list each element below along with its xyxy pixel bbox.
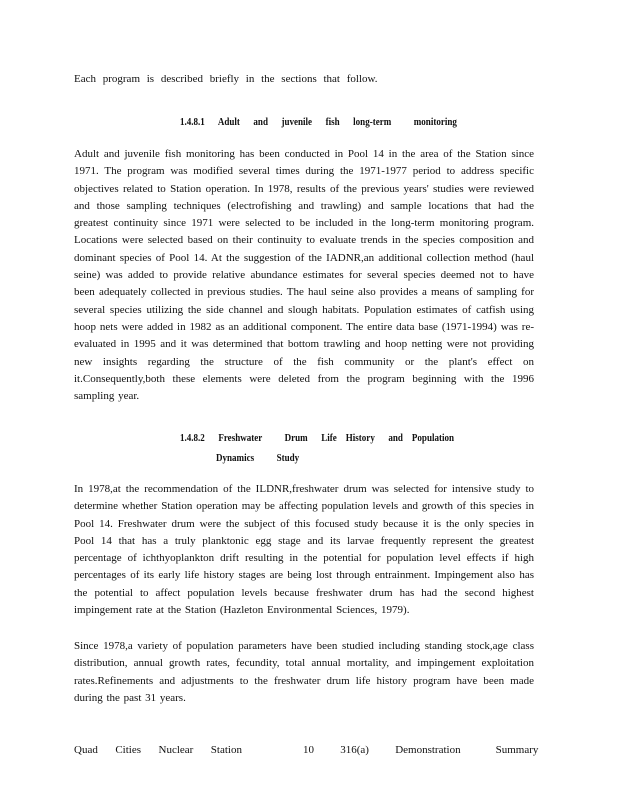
section-heading-1-4-8-2-line1: 1.4.8.2 Freshwater Drum Life History and Population (180, 432, 455, 444)
section-heading-1-4-8-2-line2: Dynamics Study (216, 452, 300, 464)
section-heading-1-4-8-1: 1.4.8.1 Adult and juvenile fish long-term monitoring (180, 116, 457, 128)
section-1-4-8-2-paragraph-2: Since 1978,a variety of population parameters have been studied including standing stock,age class distribution, annual growth rates, fecundity, total annual mortality, and impingement exploitation rates.Refinements and adjustments to the freshwater drum life history program have been made during the past 31 years. (74, 640, 534, 704)
footer-page-title: 10 316(a) Demonstration Summary (303, 744, 539, 756)
section-1-4-8-2-paragraph-1: In 1978,at the recommendation of the ILDNR,freshwater drum was selected for intensive study to determine whether Station operation may be affecting population levels and growth of this species in Pool 14. Freshwater drum were the subject of this focused study because it is the only species in Pool 14 that has a truly planktonic egg stage and its larvae frequently represent the greatest percentage of ichthyoplankton drift resulting in the potential for population level effects if high percentages of its early life history stages are being lost through entrainment. Impingement also has the potential to affect population levels because freshwater drum has had the second highest impingement rate at the Station (Hazleton Environmental Sciences, 1979). (74, 483, 534, 617)
intro-text: Each program is described briefly in the sections that follow. (74, 73, 378, 85)
section-1-4-8-1-paragraph: Adult and juvenile fish monitoring has been conducted in Pool 14 in the area of the Station since 1971. The program was modified several times during the 1971-1977 period to address specific objectives related to Station operation. In 1978, results of the previous years' studies were reviewed and those sampling techniques (electrofishing and trawling) and sample locations that had the greatest continuity since 1971 were selected to be included in the long-term monitoring program. Locations were selected based on their continuity to evaluate trends in the species composition and dominant species of Pool 14. At the suggestion of the IADNR,an additional collection method (haul seine) was added to provide relative abundance estimates for several species deemed not to have been adequately collected in previous studies. The haul seine also provides a means of sampling for several species utilizing the side channel and slough habitats. Population estimates of catfish using hoop nets were added in 1982 as an additional component. The entire data base (1971-1994) was re-evaluated in 1995 and it was determined that bottom trawling and hoop netting were not providing new insights regarding the structure of the fish community or the plant's effect on it.Consequently,both these elements were deleted from the program beginning with the 1996 sampling year. (74, 148, 534, 403)
footer-station-name: Quad Cities Nuclear Station (74, 744, 242, 756)
